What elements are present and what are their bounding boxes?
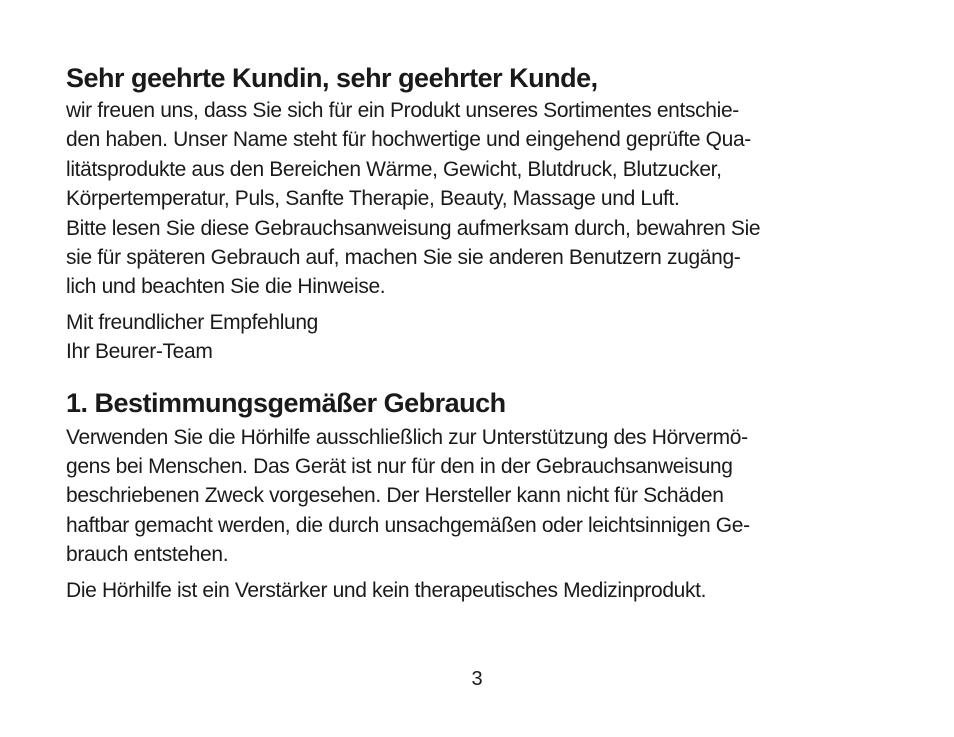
- intro-line: sie für späteren Gebrauch auf, machen Sie sie anderen Benutzern zugäng-: [66, 246, 741, 270]
- signature-line: Ihr Beurer-Team: [66, 340, 213, 364]
- amplifier-note-line: Die Hörhilfe ist ein Verstärker und kein therapeutisches Medizinprodukt.: [66, 578, 707, 602]
- intended-use-paragraph: [66, 423, 906, 570]
- intro-line: den haben. Unser Name steht für hochwertige und eingehend geprüfte Qua-: [66, 128, 751, 152]
- intended-use-line: beschriebenen Zweck vorgesehen. Der Hersteller kann nicht für Schäden: [66, 484, 724, 508]
- closing-line: Mit freundlicher Empfehlung: [66, 310, 319, 334]
- intro-line: Bitte lesen Sie diese Gebrauchsanweisung aufmerksam durch, bewahren Sie: [66, 216, 761, 240]
- intro-body: [66, 96, 906, 367]
- closing-paragraph: [66, 308, 906, 367]
- page-number: 3: [471, 668, 483, 690]
- intended-use-line: haftbar gemacht werden, die durch unsachgemäßen oder leichtsinnigen Ge-: [66, 513, 750, 537]
- section-body-intended-use: [66, 423, 906, 605]
- intro-paragraph: [66, 96, 906, 302]
- intended-use-line: brauch entstehen.: [66, 543, 229, 567]
- document-page: [66, 62, 906, 605]
- amplifier-note-paragraph: [66, 576, 906, 605]
- intro-line: litätsprodukte aus den Bereichen Wärme, Gewicht, Blutdruck, Blutzucker,: [66, 157, 722, 181]
- intro-line: Körpertemperatur, Puls, Sanfte Therapie, Beauty, Massage und Luft.: [66, 187, 680, 211]
- greeting-heading: Sehr geehrte Kundin, sehr geehrter Kunde,: [66, 63, 598, 93]
- intended-use-line: gens bei Menschen. Das Gerät ist nur für den in der Gebrauchsanweisung: [66, 455, 733, 479]
- section-heading-intended-use: 1. Bestimmungsgemäßer Gebrauch: [66, 387, 506, 418]
- intro-line: wir freuen uns, dass Sie sich für ein Produkt unseres Sortimentes entschie-: [66, 99, 739, 122]
- intro-line: lich und beachten Sie die Hinweise.: [66, 275, 386, 299]
- intended-use-line: Verwenden Sie die Hörhilfe ausschließlich zur Unterstützung des Hörvermö-: [66, 425, 748, 449]
